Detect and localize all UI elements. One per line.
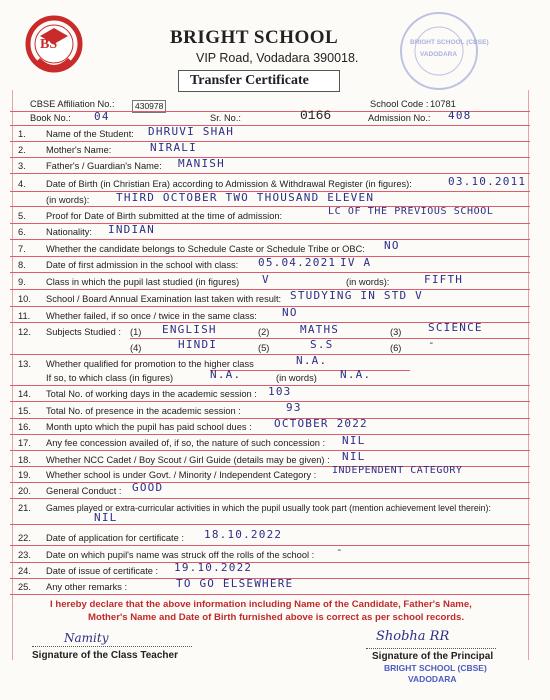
- f22-value: 18.10.2022: [204, 528, 283, 541]
- f2-num: 2.: [18, 145, 26, 155]
- f12-s2: (2): [258, 327, 270, 337]
- f6-num: 6.: [18, 227, 26, 237]
- f14-label: Total No. of working days in the academic session :: [46, 389, 257, 399]
- teacher-signature-label: Signature of the Class Teacher: [32, 650, 178, 661]
- declaration-line1: I hereby declare that the above information including Name of the Candidate, Father's Name,: [50, 599, 472, 610]
- f14-value: 103: [268, 385, 292, 398]
- f21-value: NIL: [94, 511, 118, 524]
- school-code-value: 10781: [430, 99, 456, 109]
- school-address: VIP Road, Vodadara 390018.: [196, 51, 359, 65]
- f22-num: 22.: [18, 533, 31, 543]
- f13-value2: N.A.: [210, 368, 242, 381]
- rule-1: [10, 141, 530, 142]
- rule-3: [10, 173, 530, 174]
- rule-9: [10, 289, 530, 290]
- f12-s5: (5): [258, 343, 270, 353]
- f11-num: 11.: [18, 311, 31, 321]
- f16-label: Month upto which the pupil has paid school dues :: [46, 422, 252, 432]
- f4-label: Date of Birth (in Christian Era) according to Admission & Withdrawal Register (in figures):: [46, 179, 412, 189]
- school-code-label: School Code :: [370, 99, 429, 109]
- f17-label: Any fee concession availed of, if so, the nature of such concession :: [46, 438, 326, 448]
- f9-words-label: (in words):: [346, 277, 390, 287]
- stamp-line2: VADODARA: [420, 51, 458, 58]
- affiliation-label: CBSE Affiliation No.:: [30, 99, 115, 109]
- f15-label: Total No. of presence in the academic session :: [46, 406, 241, 416]
- f16-num: 16.: [18, 422, 31, 432]
- rule-14: [10, 401, 530, 402]
- sr-value: 0166: [300, 108, 332, 123]
- rule-15: [10, 418, 530, 419]
- rule-22: [10, 545, 530, 546]
- f10-num: 10.: [18, 294, 31, 304]
- affiliation-value: 430978: [132, 100, 166, 113]
- principal-signature-label: Signature of the Principal: [372, 651, 494, 662]
- f4-value: 03.10.2011: [448, 175, 527, 188]
- rule-20: [10, 498, 530, 499]
- f24-label: Date of issue of certificate :: [46, 566, 159, 576]
- f15-num: 15.: [18, 406, 31, 416]
- f22-label: Date of application for certificate :: [46, 533, 184, 543]
- admission-label: Admission No.:: [368, 113, 431, 123]
- f2-label: Mother's Name:: [46, 145, 112, 155]
- f25-num: 25.: [18, 582, 31, 592]
- f12-v2: MATHS: [300, 323, 340, 336]
- f12-s6: (6): [390, 343, 402, 353]
- f23-value: -: [336, 543, 344, 556]
- book-label: Book No.:: [30, 113, 71, 123]
- f9-label: Class in which the pupil last studied (in figures): [46, 277, 240, 287]
- f9-value: V: [262, 273, 270, 286]
- teacher-signature: Namity: [64, 631, 109, 645]
- f12-s1: (1): [130, 327, 142, 337]
- f12-label: Subjects Studied :: [46, 327, 121, 337]
- rule-5: [10, 223, 530, 224]
- f20-num: 20.: [18, 486, 31, 496]
- f24-num: 24.: [18, 566, 31, 576]
- f17-value: NIL: [342, 434, 366, 447]
- book-value: 04: [94, 110, 110, 123]
- f8-num: 8.: [18, 260, 26, 270]
- f18-label: Whether NCC Cadet / Boy Scout / Girl Guide (details may be given) :: [46, 455, 330, 465]
- f25-value: TO GO ELSEWHERE: [176, 577, 294, 590]
- rule-10: [10, 306, 530, 307]
- f3-label: Father's / Guardian's Name:: [46, 161, 162, 171]
- f7-value: NO: [384, 239, 400, 252]
- rule-6: [10, 239, 530, 240]
- f6-label: Nationality:: [46, 227, 92, 237]
- rule-2: [10, 157, 530, 158]
- f18-num: 18.: [18, 455, 31, 465]
- f5-value: LC OF THE PREVIOUS SCHOOL: [328, 206, 494, 217]
- f19-value: INDEPENDENT CATEGORY: [332, 465, 463, 476]
- f12-v6: -: [428, 336, 436, 349]
- logo-initials: BS: [40, 37, 58, 52]
- certificate-title: Transfer Certificate: [190, 73, 309, 88]
- f8-value: 05.04.2021: [258, 256, 337, 269]
- f16-value: OCTOBER 2022: [274, 417, 368, 430]
- f23-label: Date on which pupil's name was struck off the rolls of the school :: [46, 550, 315, 560]
- f18-value: NIL: [342, 450, 366, 463]
- rule-16: [10, 434, 530, 435]
- f7-num: 7.: [18, 244, 26, 254]
- principal-signature-line: [366, 648, 496, 649]
- f17-num: 17.: [18, 438, 31, 448]
- f25-label: Any other remarks :: [46, 582, 128, 592]
- f10-value: STUDYING IN STD V: [290, 289, 423, 302]
- f13-value: N.A.: [296, 354, 328, 367]
- stamp-line1: BRIGHT SCHOOL (CBSE): [410, 39, 489, 46]
- rule-25: [10, 594, 530, 595]
- rule-19: [10, 482, 530, 483]
- rule-12b: [10, 354, 530, 355]
- declaration-line2: Mother's Name and Date of Birth furnished above is correct as per school records.: [88, 612, 465, 623]
- f12-v1: ENGLISH: [162, 323, 217, 336]
- f10-label: School / Board Annual Examination last taken with result:: [46, 294, 282, 304]
- right-margin-line: [528, 90, 529, 660]
- school-name: BRIGHT SCHOOL: [170, 27, 339, 48]
- f4-num: 4.: [18, 179, 26, 189]
- f13-label2: If so, to which class (in figures): [46, 373, 174, 383]
- f7-label: Whether the candidate belongs to Schedule Caste or Schedule Tribe or OBC:: [46, 244, 365, 254]
- f13-words-value: N.A.: [340, 368, 372, 381]
- f5-num: 5.: [18, 211, 26, 221]
- f9-num: 9.: [18, 277, 26, 287]
- f1-value: DHRUVI SHAH: [148, 125, 235, 138]
- f12-s3: (3): [390, 327, 402, 337]
- principal-stamp-line1: BRIGHT SCHOOL (CBSE): [384, 663, 487, 673]
- f4-words-value: THIRD OCTOBER TWO THOUSAND ELEVEN: [116, 191, 375, 204]
- f8-label: Date of first admission in the school with class:: [46, 260, 239, 270]
- f2-value: NIRALI: [150, 141, 197, 154]
- f9-words-value: FIFTH: [424, 273, 464, 286]
- f23-num: 23.: [18, 550, 31, 560]
- admission-value: 408: [448, 109, 472, 122]
- f13-words-label: (in words): [276, 373, 317, 383]
- f12-v3: SCIENCE: [428, 321, 483, 334]
- rule-meta2: [10, 125, 530, 126]
- rule-17: [10, 450, 530, 451]
- f24-value: 19.10.2022: [174, 561, 253, 574]
- f12-v4: HINDI: [178, 338, 218, 351]
- f12-v5: S.S: [310, 338, 334, 351]
- f21-label: Games played or extra-curricular activities in which the pupil usually took part (mention achievement level therein):: [46, 503, 491, 513]
- f8-value2: IV A: [340, 256, 372, 269]
- f5-label: Proof for Date of Birth submitted at the time of admission:: [46, 211, 283, 221]
- f12-s4: (4): [130, 343, 142, 353]
- principal-stamp-line2: VADODARA: [408, 674, 457, 684]
- f20-label: General Conduct :: [46, 486, 122, 496]
- f20-value: GOOD: [132, 481, 164, 494]
- rule-21: [10, 524, 530, 525]
- f19-num: 19.: [18, 470, 31, 480]
- rule-23: [10, 562, 530, 563]
- sr-label: Sr. No.:: [210, 113, 242, 123]
- f14-num: 14.: [18, 389, 31, 399]
- f3-num: 3.: [18, 161, 26, 171]
- f4-words-label: (in words):: [46, 195, 90, 205]
- f13-label: Whether qualified for promotion to the higher class: [46, 359, 254, 369]
- f1-label: Name of the Student:: [46, 129, 134, 139]
- teacher-signature-line: [32, 646, 192, 647]
- principal-signature: Shobha RR: [376, 629, 450, 644]
- f1-num: 1.: [18, 129, 26, 139]
- left-margin-line: [12, 90, 13, 660]
- f11-value: NO: [282, 306, 298, 319]
- f3-value: MANISH: [178, 157, 225, 170]
- f6-value: INDIAN: [108, 223, 155, 236]
- f12-num: 12.: [18, 327, 31, 337]
- f21-num: 21.: [18, 503, 31, 513]
- f13-num: 13.: [18, 359, 31, 369]
- f19-label: Whether school is under Govt. / Minority / Independent Category :: [46, 470, 317, 480]
- f11-label: Whether failed, if so once / twice in the same class:: [46, 311, 257, 321]
- f15-value: 93: [286, 401, 302, 414]
